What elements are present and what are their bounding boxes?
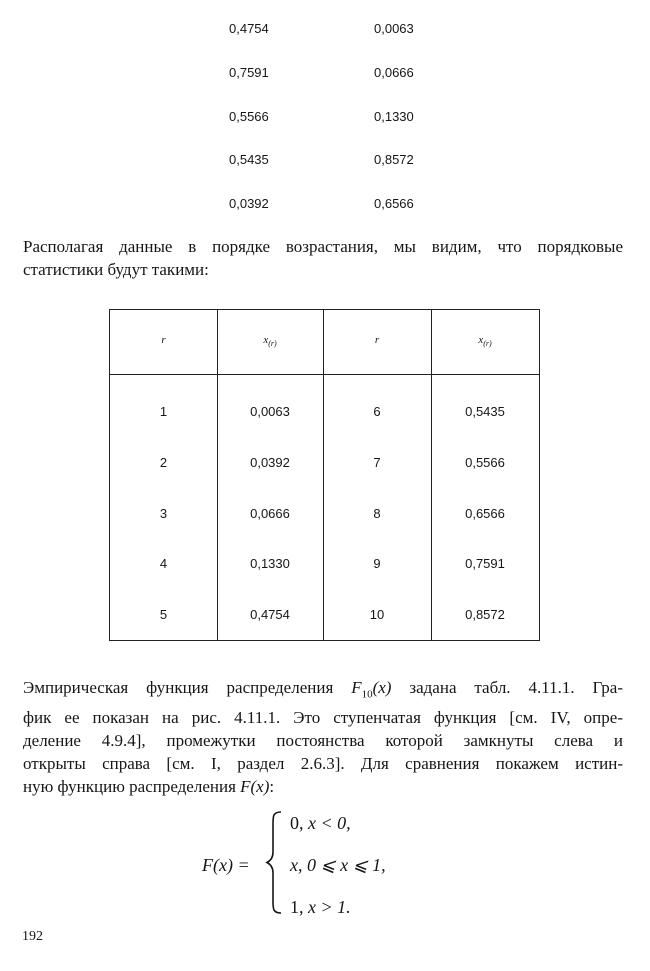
- table-header-x: $x_{(r)}$: [263, 334, 277, 349]
- order-statistics-table: [109, 309, 540, 641]
- table-cell: 3: [159, 506, 168, 521]
- table-cell: 4: [159, 556, 168, 571]
- table-cell: 0,5566: [465, 455, 505, 470]
- table-divider: [217, 310, 218, 640]
- paragraph-line: Эмпирическая функция распределения $F_{10}(x)$ задана табл. 4.11.1. Гра-: [23, 678, 623, 701]
- value-cell: 0,8572: [374, 152, 414, 167]
- value-row: [0, 196, 650, 216]
- table-header-r: r: [374, 334, 380, 346]
- value-cell: 0,5566: [229, 109, 269, 124]
- formula-case: x, 0 ⩽ x ⩽ 1,: [290, 855, 386, 875]
- value-cell: 0,0392: [229, 196, 269, 211]
- table-cell: 0,0666: [250, 506, 290, 521]
- value-cell: 0,0666: [374, 65, 414, 80]
- table-cell: 0,1330: [250, 556, 290, 571]
- table-header-r: r: [161, 334, 166, 346]
- table-cell: 0,7591: [465, 556, 505, 571]
- table-cell: 10: [369, 607, 385, 622]
- table-cell: 2: [159, 455, 168, 470]
- paragraph-line: Располагая данные в порядке возрастания, мы видим, что порядковые: [23, 237, 623, 256]
- value-row: [0, 21, 650, 41]
- table-cell: 5: [159, 607, 168, 622]
- value-row: [0, 65, 650, 85]
- value-cell: 0,1330: [374, 109, 414, 124]
- value-list: [0, 0, 650, 230]
- table-divider: [323, 310, 324, 640]
- table-cell: 8: [373, 506, 381, 521]
- left-brace-icon: [265, 810, 283, 915]
- paragraph-line: деление 4.9.4], промежутки постоянства которой замкнуты слева и: [23, 731, 623, 751]
- page-number: 192: [22, 929, 43, 944]
- table-divider: [431, 310, 432, 640]
- formula-lhs: F(x) =: [202, 855, 250, 875]
- body-paragraph: [23, 676, 623, 798]
- paragraph-line: статистики будут такими:: [23, 260, 209, 279]
- piecewise-formula: [0, 810, 650, 920]
- value-cell: 0,5435: [229, 152, 269, 167]
- table-cell: 9: [373, 556, 381, 571]
- value-cell: 0,4754: [229, 21, 269, 36]
- paragraph-line: ную функцию распределения F(x):: [23, 777, 275, 797]
- formula-case: 0, x < 0,: [290, 813, 351, 833]
- value-cell: 0,7591: [229, 65, 269, 80]
- value-cell: 0,6566: [374, 196, 414, 211]
- table-cell: 6: [373, 404, 381, 419]
- intro-paragraph: [23, 235, 623, 281]
- table-cell: 7: [373, 455, 381, 470]
- table-cell: 0,4754: [250, 607, 290, 622]
- table-cell: 0,0392: [250, 455, 290, 470]
- paragraph-line: открыты справа [см. I, раздел 2.6.3]. Для сравнения покажем истин-: [23, 754, 623, 774]
- value-row: [0, 152, 650, 172]
- formula-case: 1, x > 1.: [290, 897, 351, 917]
- table-header-x: $x_{(r)}$: [478, 334, 492, 349]
- table-cell: 0,8572: [465, 607, 505, 622]
- table-cell: 0,0063: [250, 404, 290, 419]
- value-row: [0, 109, 650, 129]
- table-header-divider: [110, 374, 539, 375]
- value-cell: 0,0063: [374, 21, 414, 36]
- table-cell: 0,5435: [465, 404, 505, 419]
- table-cell: 1: [159, 404, 168, 419]
- table-cell: 0,6566: [465, 506, 505, 521]
- paragraph-line: фик ее показан на рис. 4.11.1. Это ступенчатая функция [см. IV, опре-: [23, 708, 623, 728]
